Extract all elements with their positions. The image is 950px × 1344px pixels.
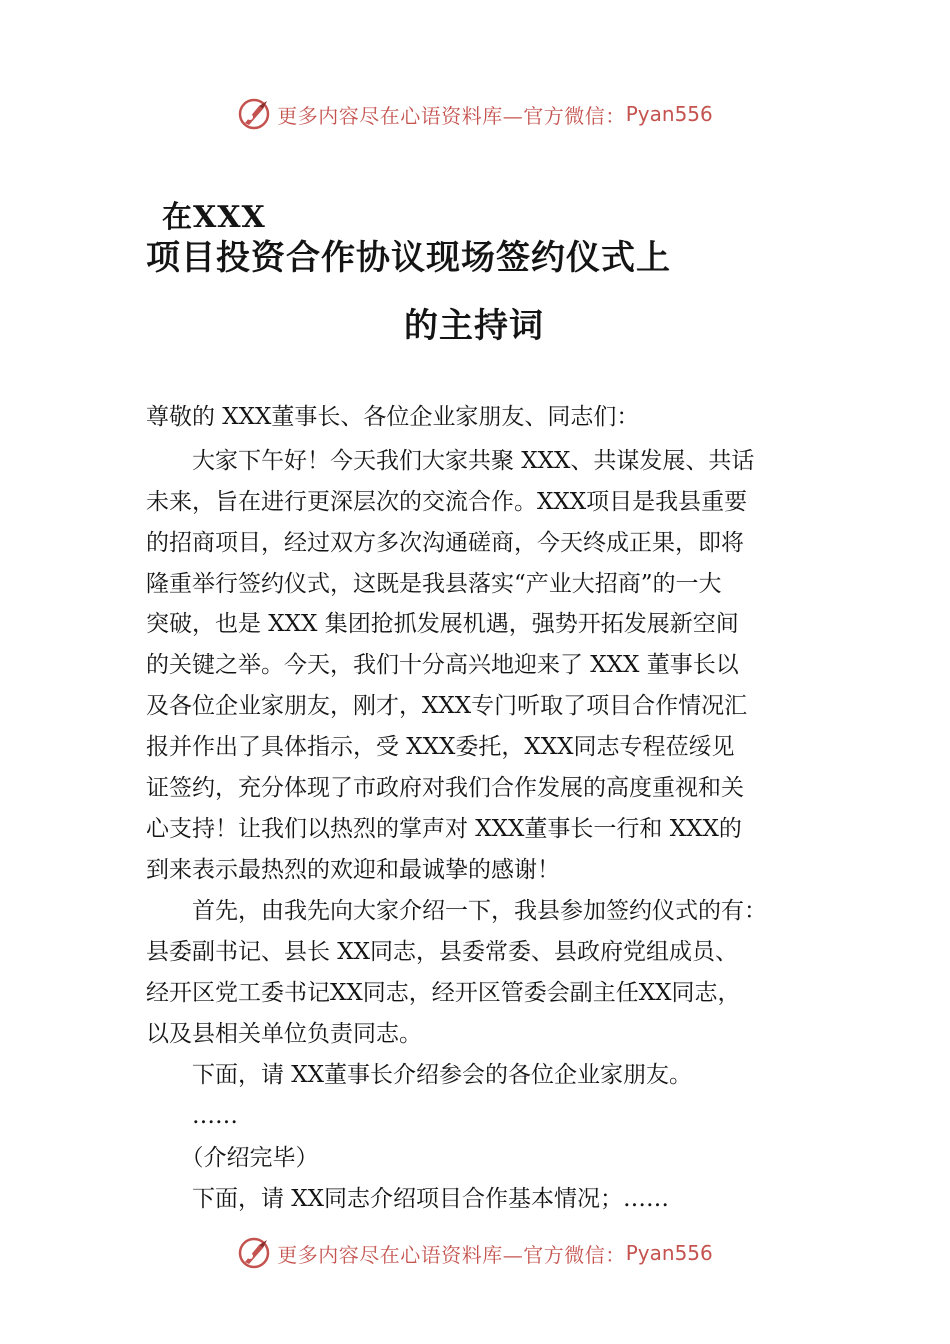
header-banner: [0, 94, 950, 134]
body-line: 及各位企业家朋友，刚才，XXX专门听取了项目合作情况汇: [146, 693, 748, 719]
footer-banner-text: 更多内容尽在心语资料库—官方微信：: [277, 1242, 626, 1267]
footer-banner-wechat-id: Pyan556: [625, 1241, 713, 1265]
page-title-line-1: 项目投资合作协议现场签约仪式上: [146, 238, 671, 278]
body-line: 报并作出了具体指示，受 XXX委托，XXX同志专程莅绥见: [146, 734, 735, 760]
body-line: 突破，也是 XXX 集团抢抓发展机遇，强势开拓发展新空间: [146, 611, 739, 637]
body-line: 下面，请 XX董事长介绍参会的各位企业家朋友。: [146, 1062, 693, 1088]
body-line: 未来，旨在进行更深层次的交流合作。XXX项目是我县重要: [146, 489, 748, 515]
body-line: 隆重举行签约仪式，这既是我县落实“产业大招商”的一大: [146, 571, 722, 597]
quill-logo-icon: [237, 97, 271, 131]
body-line: 的招商项目，经过双方多次沟通磋商，今天终成正果，即将: [146, 530, 744, 556]
body-line: 经开区党工委书记XX同志，经开区管委会副主任XX同志，: [146, 980, 741, 1006]
title-prefix: 在XXX: [162, 200, 266, 235]
body-line: 的关键之举。今天，我们十分高兴地迎来了 XXX 董事长以: [146, 652, 739, 678]
body-line: 大家下午好！今天我们大家共聚 XXX、共谋发展、共话: [146, 448, 755, 474]
page-title-line-2: 的主持词: [404, 306, 544, 346]
body-line: 以及县相关单位负责同志。: [146, 1021, 422, 1047]
footer-banner: [0, 1233, 950, 1273]
body-line: 下面，请 XX同志介绍项目合作基本情况；……: [146, 1186, 670, 1212]
body-line: 尊敬的 XXX董事长、各位企业家朋友、同志们：: [146, 404, 640, 430]
quill-logo-icon: [237, 1236, 271, 1270]
body-line: 首先，由我先向大家介绍一下，我县参加签约仪式的有：: [146, 898, 767, 924]
body-line: 证签约，充分体现了市政府对我们合作发展的高度重视和关: [146, 775, 744, 801]
body-line: ……: [146, 1103, 238, 1129]
body-line: 到来表示最热烈的欢迎和最诚挚的感谢！: [146, 857, 560, 883]
body-line: （介绍完毕）: [146, 1145, 319, 1171]
header-banner-wechat-id: Pyan556: [625, 102, 713, 126]
body-line: 心支持！让我们以热烈的掌声对 XXX董事长一行和 XXX的: [146, 816, 742, 842]
body-line: 县委副书记、县长 XX同志，县委常委、县政府党组成员、: [146, 939, 739, 965]
header-banner-text: 更多内容尽在心语资料库—官方微信：: [277, 103, 626, 128]
